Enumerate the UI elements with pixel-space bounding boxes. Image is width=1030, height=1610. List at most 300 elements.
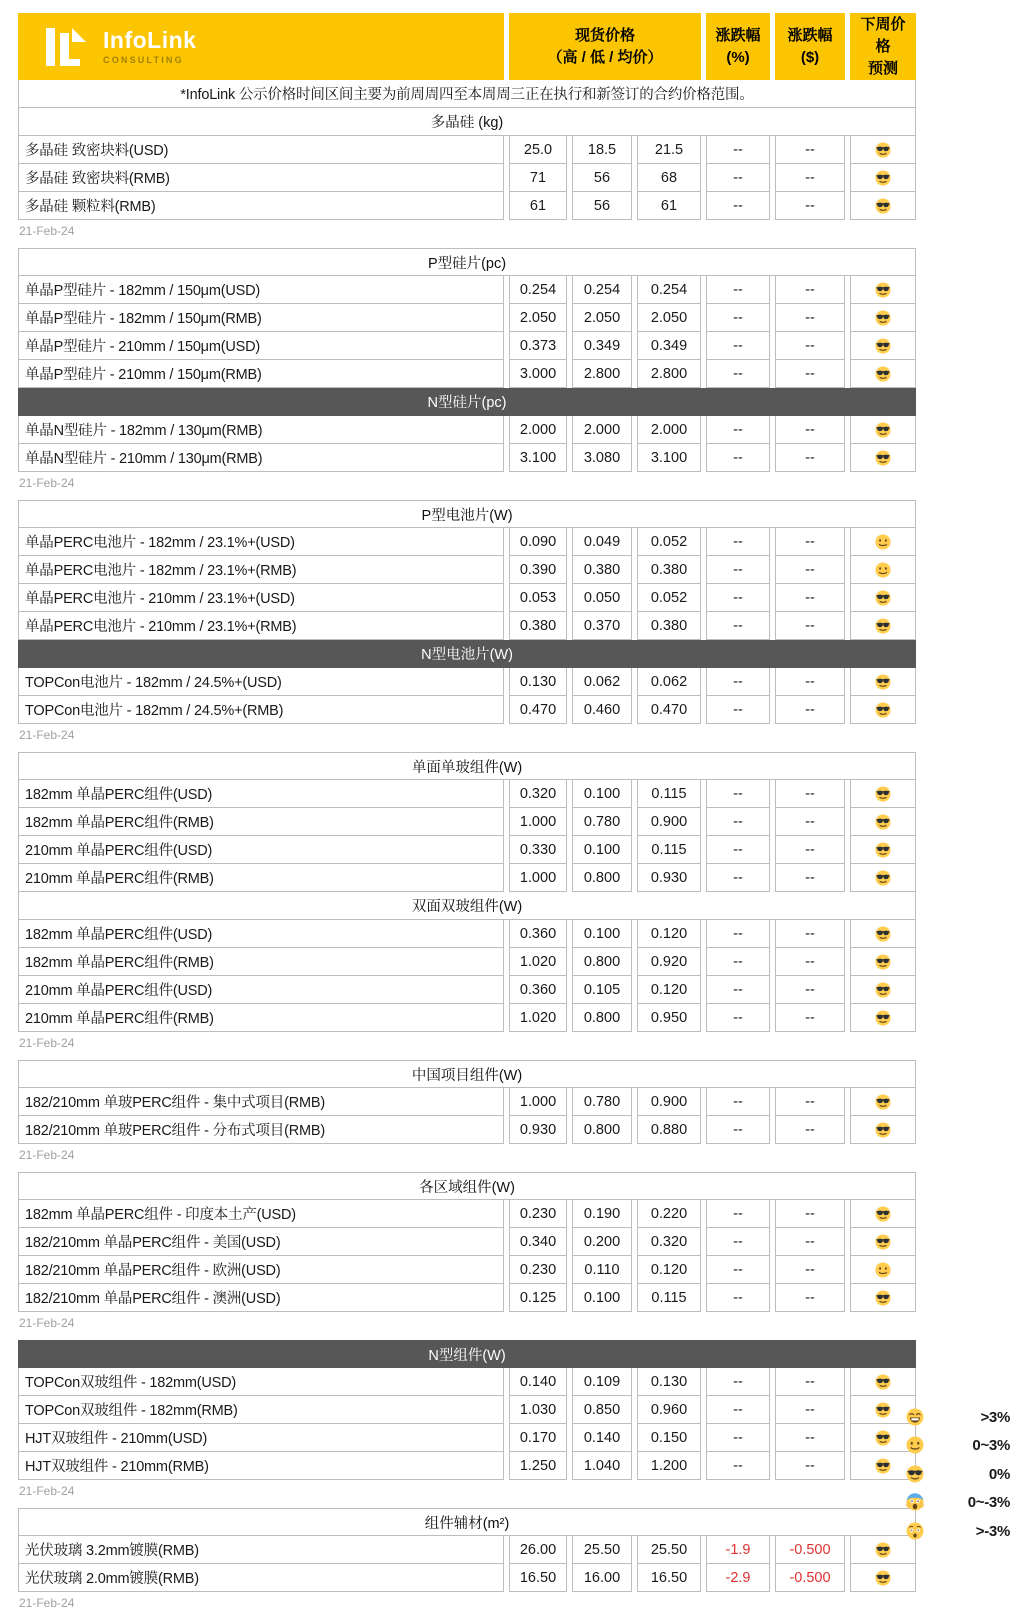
legend-label: 0% xyxy=(988,1465,1010,1483)
price-block xyxy=(18,1060,1030,1162)
change-usd-cell: -- xyxy=(775,1228,845,1256)
cool-face-icon xyxy=(875,366,891,382)
table-row xyxy=(18,444,916,472)
legend-item xyxy=(906,1494,1010,1512)
table-row xyxy=(18,332,916,360)
cool-face-icon xyxy=(875,674,891,690)
table-row xyxy=(18,920,916,948)
change-pct-cell: -- xyxy=(706,276,770,304)
smile-face-icon xyxy=(875,534,891,550)
section-header-row xyxy=(18,108,916,136)
cool-face-icon xyxy=(875,1570,891,1586)
forecast-emoji-cell xyxy=(850,276,916,304)
cool-face-icon xyxy=(875,1206,891,1222)
change-usd-cell: -- xyxy=(775,136,845,164)
cool-face-icon xyxy=(875,198,891,214)
block-date: 21-Feb-24 xyxy=(19,1484,75,1499)
change-pct-cell: -- xyxy=(706,304,770,332)
product-label: 单晶P型硅片 - 210mm / 150μm(RMB) xyxy=(18,360,504,388)
price-low-cell: 0.380 xyxy=(572,556,632,584)
price-low-cell: 56 xyxy=(572,192,632,220)
section-title: 单面单玻组件(W) xyxy=(18,752,916,780)
price-avg-cell: 25.50 xyxy=(637,1536,701,1564)
price-high-cell: 0.360 xyxy=(509,920,567,948)
cool-face-icon xyxy=(875,590,891,606)
change-pct-cell: -- xyxy=(706,416,770,444)
product-label: 单晶N型硅片 - 182mm / 130μm(RMB) xyxy=(18,416,504,444)
change-pct-cell: -- xyxy=(706,332,770,360)
change-usd-cell: -- xyxy=(775,332,845,360)
price-low-cell: 0.062 xyxy=(572,668,632,696)
price-avg-cell: 1.200 xyxy=(637,1452,701,1480)
price-low-cell: 0.800 xyxy=(572,1004,632,1032)
price-block xyxy=(18,1508,1030,1610)
price-low-cell: 0.800 xyxy=(572,1116,632,1144)
price-block xyxy=(18,248,1030,490)
table-row xyxy=(18,1368,916,1396)
cool-face-icon xyxy=(875,170,891,186)
forecast-emoji-cell xyxy=(850,136,916,164)
forecast-emoji-cell xyxy=(850,304,916,332)
forecast-emoji-cell xyxy=(850,528,916,556)
cool-face-icon xyxy=(875,954,891,970)
product-label: 210mm 单晶PERC组件(RMB) xyxy=(18,864,504,892)
change-pct-cell: -- xyxy=(706,696,770,724)
cool-face-icon xyxy=(875,338,891,354)
change-pct-cell: -- xyxy=(706,976,770,1004)
change-usd-cell: -- xyxy=(775,276,845,304)
section-header-row xyxy=(18,1172,916,1200)
section-title: P型电池片(W) xyxy=(18,500,916,528)
change-usd-cell: -- xyxy=(775,1424,845,1452)
table-row xyxy=(18,528,916,556)
cool-face-icon xyxy=(875,982,891,998)
table-row xyxy=(18,808,916,836)
product-label: 182/210mm 单晶PERC组件 - 美国(USD) xyxy=(18,1228,504,1256)
change-pct-cell: -- xyxy=(706,556,770,584)
product-label: 单晶PERC电池片 - 210mm / 23.1%+(USD) xyxy=(18,584,504,612)
change-usd-cell: -- xyxy=(775,1088,845,1116)
cool-face-icon xyxy=(875,1234,891,1250)
table-row xyxy=(18,612,916,640)
change-pct-cell: -- xyxy=(706,192,770,220)
brand-name: InfoLink xyxy=(103,26,197,53)
price-avg-cell: 0.920 xyxy=(637,948,701,976)
cool-face-icon xyxy=(875,1094,891,1110)
forecast-emoji-cell xyxy=(850,1368,916,1396)
cool-face-icon xyxy=(906,1465,924,1483)
legend-item xyxy=(906,1437,1010,1455)
price-avg-cell: 0.052 xyxy=(637,584,701,612)
change-pct-cell: -- xyxy=(706,1452,770,1480)
price-low-cell: 0.100 xyxy=(572,920,632,948)
price-block xyxy=(18,752,1030,1050)
product-label: 单晶P型硅片 - 182mm / 150μm(RMB) xyxy=(18,304,504,332)
product-label: 210mm 单晶PERC组件(USD) xyxy=(18,976,504,1004)
price-avg-cell: 0.115 xyxy=(637,780,701,808)
forecast-emoji-cell xyxy=(850,948,916,976)
change-pct-cell: -- xyxy=(706,584,770,612)
change-usd-cell: -- xyxy=(775,1452,845,1480)
price-low-cell: 0.049 xyxy=(572,528,632,556)
product-label: 210mm 单晶PERC组件(RMB) xyxy=(18,1004,504,1032)
brand-text xyxy=(103,26,197,65)
price-high-cell: 61 xyxy=(509,192,567,220)
price-high-cell: 0.130 xyxy=(509,668,567,696)
forecast-emoji-cell xyxy=(850,1284,916,1312)
forecast-emoji-cell xyxy=(850,1088,916,1116)
cool-face-icon xyxy=(875,842,891,858)
change-pct-cell: -- xyxy=(706,1200,770,1228)
price-high-cell: 1.000 xyxy=(509,808,567,836)
change-usd-cell: -- xyxy=(775,1004,845,1032)
price-avg-cell: 0.900 xyxy=(637,1088,701,1116)
price-high-cell: 0.930 xyxy=(509,1116,567,1144)
price-high-cell: 16.50 xyxy=(509,1564,567,1592)
product-label: 182mm 单晶PERC组件 - 印度本土产(USD) xyxy=(18,1200,504,1228)
legend-item xyxy=(906,1522,1010,1540)
price-low-cell: 0.780 xyxy=(572,1088,632,1116)
cool-face-icon xyxy=(875,1458,891,1474)
forecast-emoji-cell xyxy=(850,164,916,192)
price-high-cell: 71 xyxy=(509,164,567,192)
brand-header-cell xyxy=(18,13,504,80)
product-label: 182/210mm 单玻PERC组件 - 分布式项目(RMB) xyxy=(18,1116,504,1144)
brand-subtitle: CONSULTING xyxy=(103,54,184,65)
forecast-emoji-cell xyxy=(850,556,916,584)
col-header-spot-price xyxy=(509,13,701,80)
change-pct-cell: -- xyxy=(706,1004,770,1032)
change-usd-cell: -- xyxy=(775,976,845,1004)
price-high-cell: 0.053 xyxy=(509,584,567,612)
table-row xyxy=(18,1200,916,1228)
change-usd-cell: -- xyxy=(775,836,845,864)
price-high-cell: 0.390 xyxy=(509,556,567,584)
price-low-cell: 2.050 xyxy=(572,304,632,332)
section-title: 中国项目组件(W) xyxy=(18,1060,916,1088)
section-header-row xyxy=(18,388,916,416)
product-label: TOPCon电池片 - 182mm / 24.5%+(RMB) xyxy=(18,696,504,724)
section-title: P型硅片(pc) xyxy=(18,248,916,276)
spot-price-title: 现货价格 xyxy=(574,26,635,44)
legend-emoji xyxy=(906,1436,924,1454)
smile-face-icon xyxy=(875,562,891,578)
price-avg-cell: 0.320 xyxy=(637,1228,701,1256)
product-label: 182/210mm 单晶PERC组件 - 欧洲(USD) xyxy=(18,1256,504,1284)
change-usd-cell: -- xyxy=(775,416,845,444)
change-usd-cell: -- xyxy=(775,808,845,836)
price-high-cell: 1.020 xyxy=(509,1004,567,1032)
cool-face-icon xyxy=(875,1122,891,1138)
price-high-cell: 0.125 xyxy=(509,1284,567,1312)
col-header-forecast xyxy=(850,13,916,80)
cool-face-icon xyxy=(875,450,891,466)
price-high-cell: 0.230 xyxy=(509,1256,567,1284)
price-high-cell: 0.170 xyxy=(509,1424,567,1452)
cool-face-icon xyxy=(875,1542,891,1558)
cool-face-icon xyxy=(875,618,891,634)
change-usd-cell: -- xyxy=(775,1200,845,1228)
change-pct-line2: (%) xyxy=(726,48,750,66)
legend-emoji xyxy=(906,1493,924,1511)
price-avg-cell: 0.900 xyxy=(637,808,701,836)
price-avg-cell: 0.380 xyxy=(637,612,701,640)
price-low-cell: 0.349 xyxy=(572,332,632,360)
price-avg-cell: 0.960 xyxy=(637,1396,701,1424)
section-title: N型电池片(W) xyxy=(18,640,916,668)
cool-face-icon xyxy=(875,1290,891,1306)
change-usd-cell: -- xyxy=(775,192,845,220)
table-row xyxy=(18,360,916,388)
product-label: 光伏玻璃 3.2mm镀膜(RMB) xyxy=(18,1536,504,1564)
legend-label: 0~-3% xyxy=(967,1494,1010,1511)
price-avg-cell: 3.100 xyxy=(637,444,701,472)
change-pct-cell: -- xyxy=(706,920,770,948)
block-date: 21-Feb-24 xyxy=(19,1316,75,1331)
price-block xyxy=(18,500,1030,742)
price-table xyxy=(13,248,921,472)
change-usd-cell: -- xyxy=(775,920,845,948)
scream-face-icon xyxy=(906,1493,924,1511)
change-pct-cell: -- xyxy=(706,136,770,164)
price-high-cell: 3.100 xyxy=(509,444,567,472)
price-high-cell: 0.090 xyxy=(509,528,567,556)
price-table xyxy=(13,1340,921,1480)
product-label: 182mm 单晶PERC组件(RMB) xyxy=(18,808,504,836)
change-pct-cell: -- xyxy=(706,864,770,892)
price-avg-cell: 0.880 xyxy=(637,1116,701,1144)
product-label: 单晶P型硅片 - 182mm / 150μm(USD) xyxy=(18,276,504,304)
table-row xyxy=(18,1564,916,1592)
table-row xyxy=(18,780,916,808)
cool-face-icon xyxy=(875,142,891,158)
price-high-cell: 1.020 xyxy=(509,948,567,976)
change-pct-line1: 涨跌幅 xyxy=(715,26,761,44)
forecast-emoji-cell xyxy=(850,1256,916,1284)
infolink-logo xyxy=(45,26,497,68)
change-usd-cell: -- xyxy=(775,780,845,808)
section-header-row xyxy=(18,640,916,668)
price-high-cell: 25.0 xyxy=(509,136,567,164)
price-low-cell: 0.370 xyxy=(572,612,632,640)
change-pct-cell: -- xyxy=(706,612,770,640)
table-row xyxy=(18,304,916,332)
change-pct-cell: -- xyxy=(706,1424,770,1452)
forecast-emoji-cell xyxy=(850,808,916,836)
legend-label: >3% xyxy=(980,1408,1010,1426)
forecast-emoji-cell xyxy=(850,1564,916,1592)
cool-face-icon xyxy=(875,926,891,942)
change-pct-cell: -- xyxy=(706,360,770,388)
price-avg-cell: 0.349 xyxy=(637,332,701,360)
price-blocks-container xyxy=(18,248,1030,1610)
price-high-cell: 1.030 xyxy=(509,1396,567,1424)
price-low-cell: 0.460 xyxy=(572,696,632,724)
col-header-change-pct xyxy=(706,13,770,80)
price-avg-cell: 2.050 xyxy=(637,304,701,332)
change-pct-cell: -- xyxy=(706,1368,770,1396)
price-avg-cell: 0.120 xyxy=(637,920,701,948)
cool-face-icon xyxy=(875,1402,891,1418)
cool-face-icon xyxy=(875,1010,891,1026)
change-pct-cell: -- xyxy=(706,780,770,808)
change-pct-cell: -- xyxy=(706,444,770,472)
forecast-emoji-cell xyxy=(850,668,916,696)
price-avg-cell: 0.130 xyxy=(637,1368,701,1396)
price-avg-cell: 0.150 xyxy=(637,1424,701,1452)
change-usd-cell: -- xyxy=(775,556,845,584)
price-low-cell: 0.780 xyxy=(572,808,632,836)
table-row xyxy=(18,864,916,892)
forecast-emoji-cell xyxy=(850,1116,916,1144)
product-label: 光伏玻璃 2.0mm镀膜(RMB) xyxy=(18,1564,504,1592)
price-high-cell: 0.140 xyxy=(509,1368,567,1396)
forecast-emoji-cell xyxy=(850,1228,916,1256)
forecast-line1: 下周价格 xyxy=(860,16,906,55)
product-label: 182mm 单晶PERC组件(RMB) xyxy=(18,948,504,976)
forecast-emoji-cell xyxy=(850,360,916,388)
forecast-emoji-cell xyxy=(850,976,916,1004)
legend-label: 0~3% xyxy=(972,1437,1010,1454)
table-row xyxy=(18,192,916,220)
block-date: 21-Feb-24 xyxy=(19,476,75,491)
note-row xyxy=(18,80,916,108)
table-row xyxy=(18,1256,916,1284)
section-title: 各区域组件(W) xyxy=(18,1172,916,1200)
price-high-cell: 0.340 xyxy=(509,1228,567,1256)
col-header-change-usd xyxy=(775,13,845,80)
cool-face-icon xyxy=(875,422,891,438)
change-pct-cell: -- xyxy=(706,164,770,192)
table-row xyxy=(18,668,916,696)
smile-face-icon xyxy=(875,1262,891,1278)
price-low-cell: 18.5 xyxy=(572,136,632,164)
forecast-emoji-cell xyxy=(850,1004,916,1032)
change-usd-cell: -- xyxy=(775,1256,845,1284)
change-usd-cell: -- xyxy=(775,612,845,640)
section-title: N型硅片(pc) xyxy=(18,388,916,416)
product-label: TOPCon双玻组件 - 182mm(RMB) xyxy=(18,1396,504,1424)
price-low-cell: 0.100 xyxy=(572,780,632,808)
section-title: 组件辅材(m²) xyxy=(18,1508,916,1536)
spot-price-subtitle: （高 / 低 / 均价） xyxy=(547,48,663,66)
forecast-emoji-cell xyxy=(850,332,916,360)
infolink-logo-icon xyxy=(45,26,91,68)
price-low-cell: 0.200 xyxy=(572,1228,632,1256)
price-high-cell: 1.000 xyxy=(509,864,567,892)
change-usd-cell: -- xyxy=(775,696,845,724)
price-avg-cell: 0.120 xyxy=(637,1256,701,1284)
product-label: 182/210mm 单晶PERC组件 - 澳洲(USD) xyxy=(18,1284,504,1312)
price-high-cell: 0.470 xyxy=(509,696,567,724)
main-price-table xyxy=(13,13,921,220)
cool-face-icon xyxy=(875,786,891,802)
table-row xyxy=(18,1396,916,1424)
change-usd-cell: -- xyxy=(775,864,845,892)
forecast-line2: 预测 xyxy=(867,59,898,77)
price-low-cell: 56 xyxy=(572,164,632,192)
change-pct-cell: -- xyxy=(706,1116,770,1144)
forecast-emoji-cell xyxy=(850,1200,916,1228)
price-avg-cell: 2.000 xyxy=(637,416,701,444)
table-row xyxy=(18,1116,916,1144)
worried-face-icon xyxy=(906,1522,924,1540)
price-low-cell: 16.00 xyxy=(572,1564,632,1592)
table-row xyxy=(18,1424,916,1452)
change-usd-line1: 涨跌幅 xyxy=(787,26,833,44)
table-row xyxy=(18,696,916,724)
price-low-cell: 2.800 xyxy=(572,360,632,388)
forecast-emoji-cell xyxy=(850,696,916,724)
section-header-row xyxy=(18,892,916,920)
section-title: N型组件(W) xyxy=(18,1340,916,1368)
cool-face-icon xyxy=(875,310,891,326)
change-pct-cell: -- xyxy=(706,808,770,836)
price-high-cell: 0.320 xyxy=(509,780,567,808)
price-avg-cell: 0.062 xyxy=(637,668,701,696)
forecast-emoji-cell xyxy=(850,864,916,892)
change-usd-cell: -- xyxy=(775,1368,845,1396)
legend-emoji xyxy=(906,1522,924,1540)
price-high-cell: 2.050 xyxy=(509,304,567,332)
change-usd-cell: -- xyxy=(775,584,845,612)
price-table xyxy=(13,752,921,1032)
smile-face-icon xyxy=(906,1436,924,1454)
product-label: 210mm 单晶PERC组件(USD) xyxy=(18,836,504,864)
change-usd-cell: -0.500 xyxy=(775,1564,845,1592)
table-row xyxy=(18,556,916,584)
forecast-emoji-cell xyxy=(850,612,916,640)
price-avg-cell: 0.220 xyxy=(637,1200,701,1228)
price-low-cell: 0.110 xyxy=(572,1256,632,1284)
table-row xyxy=(18,136,916,164)
price-avg-cell: 2.800 xyxy=(637,360,701,388)
section-header-row xyxy=(18,500,916,528)
section-title: 双面双玻组件(W) xyxy=(18,892,916,920)
table-row xyxy=(18,1004,916,1032)
forecast-emoji-cell xyxy=(850,192,916,220)
change-usd-cell: -- xyxy=(775,668,845,696)
change-usd-cell: -- xyxy=(775,528,845,556)
price-high-cell: 3.000 xyxy=(509,360,567,388)
price-high-cell: 0.230 xyxy=(509,1200,567,1228)
price-low-cell: 0.800 xyxy=(572,864,632,892)
forecast-emoji-cell xyxy=(850,780,916,808)
price-block xyxy=(18,1172,1030,1330)
price-avg-cell: 0.950 xyxy=(637,1004,701,1032)
price-low-cell: 0.190 xyxy=(572,1200,632,1228)
block-date: 21-Feb-24 xyxy=(19,1148,75,1163)
forecast-emoji-cell xyxy=(850,416,916,444)
section-header-row xyxy=(18,752,916,780)
product-label: 多晶硅 致密块料(RMB) xyxy=(18,164,504,192)
price-low-cell: 0.140 xyxy=(572,1424,632,1452)
change-usd-line2: ($) xyxy=(800,48,820,66)
price-avg-cell: 21.5 xyxy=(637,136,701,164)
change-pct-cell: -- xyxy=(706,528,770,556)
cool-face-icon xyxy=(875,1430,891,1446)
product-label: 单晶P型硅片 - 210mm / 150μm(USD) xyxy=(18,332,504,360)
price-avg-cell: 0.115 xyxy=(637,836,701,864)
change-usd-cell: -- xyxy=(775,948,845,976)
price-high-cell: 1.250 xyxy=(509,1452,567,1480)
price-low-cell: 0.254 xyxy=(572,276,632,304)
forecast-emoji-cell xyxy=(850,920,916,948)
price-avg-cell: 0.052 xyxy=(637,528,701,556)
change-pct-cell: -- xyxy=(706,948,770,976)
price-table xyxy=(13,1172,921,1312)
cool-face-icon xyxy=(875,1374,891,1390)
